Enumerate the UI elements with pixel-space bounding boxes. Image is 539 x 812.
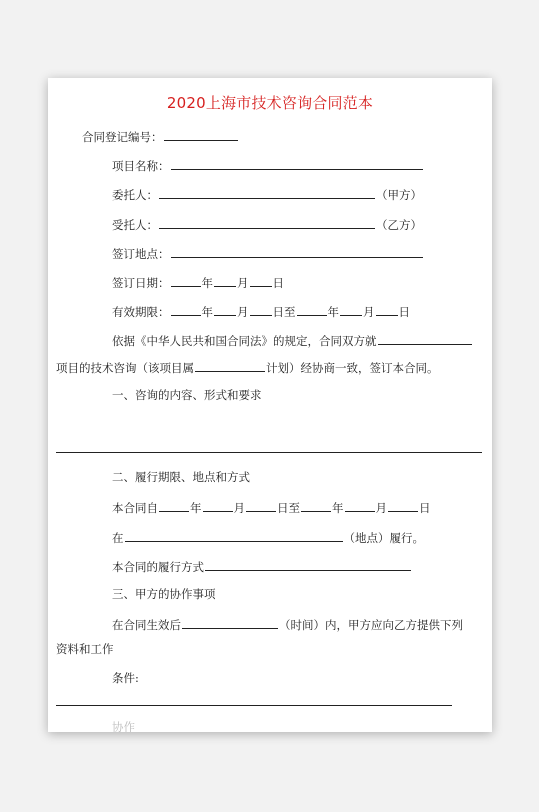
party-b-label: （乙方）	[376, 218, 422, 232]
consultant-line	[112, 216, 422, 232]
time-blank	[182, 616, 278, 629]
plan-blank	[195, 359, 265, 372]
year-blank	[171, 274, 201, 287]
period-day-blank	[246, 499, 276, 512]
year-label: 年	[201, 276, 213, 290]
client-blank	[159, 186, 375, 199]
para1-blank	[378, 332, 472, 345]
validity-end-month-blank	[340, 303, 362, 316]
period-end-month-label: 月	[375, 501, 387, 515]
sign-place-label: 签订地点：	[112, 247, 170, 261]
faded-text: 协作	[112, 720, 135, 732]
period-end-month-blank	[345, 499, 375, 512]
effective-line	[112, 616, 463, 632]
method-label: 本合同的履行方式	[112, 560, 204, 574]
sign-date-label: 签订日期：	[112, 276, 170, 290]
validity-to-label: 日至	[272, 305, 296, 319]
document-title: 2020上海市技术咨询合同范本	[166, 94, 374, 112]
validity-day-blank	[250, 303, 272, 316]
para1-line2-text-a: 项目的技术咨询（该项目属	[56, 361, 194, 375]
effective-line-2: 资料和工作	[56, 642, 114, 656]
day-blank	[250, 274, 272, 287]
validity-end-year-label: 年	[327, 305, 339, 319]
sign-date-line	[112, 274, 284, 290]
period-end-year-blank	[301, 499, 331, 512]
month-label: 月	[237, 276, 249, 290]
period-start-label: 本合同自	[112, 501, 158, 515]
party-a-label: （甲方）	[376, 188, 422, 202]
effective-text-b: （时间）内，甲方应向乙方提供下列	[279, 618, 463, 632]
conditions-rule	[56, 705, 452, 706]
client-line	[112, 186, 422, 202]
validity-line	[112, 303, 410, 319]
method-line	[112, 558, 412, 574]
contract-no-blank	[164, 128, 238, 141]
place-suffix: （地点）履行。	[343, 531, 424, 545]
contract-no-line	[82, 128, 239, 144]
section-3-heading: 三、甲方的协作事项	[112, 587, 216, 601]
month-blank	[214, 274, 236, 287]
period-line	[112, 499, 431, 515]
validity-label: 有效期限：	[112, 305, 170, 319]
para1-line2-text-b: 计划）经协商一致，签订本合同。	[266, 361, 439, 375]
project-name-line	[112, 157, 424, 173]
period-end-year-label: 年	[332, 501, 344, 515]
validity-year-blank	[171, 303, 201, 316]
validity-end-year-blank	[297, 303, 327, 316]
validity-end-month-label: 月	[363, 305, 375, 319]
client-label: 委托人：	[112, 188, 158, 202]
sign-place-line	[112, 245, 424, 261]
period-month-label: 月	[233, 501, 245, 515]
sign-place-blank	[171, 245, 423, 258]
contract-no-label: 合同登记编号：	[82, 130, 163, 144]
section-1-rule	[56, 452, 482, 453]
at-label: 在	[112, 531, 124, 545]
place-blank	[125, 529, 343, 542]
period-year-label: 年	[190, 501, 202, 515]
conditions-label: 条件:	[112, 671, 139, 685]
section-2-heading: 二、履行期限、地点和方式	[112, 470, 250, 484]
para1-line2	[56, 359, 439, 375]
validity-year-label: 年	[201, 305, 213, 319]
validity-month-label: 月	[237, 305, 249, 319]
para1-text: 依据《中华人民共和国合同法》的规定，合同双方就	[112, 334, 377, 348]
day-label: 日	[272, 276, 284, 290]
period-to-label: 日至	[277, 501, 300, 515]
contract-page	[48, 78, 492, 732]
validity-month-blank	[214, 303, 236, 316]
project-name-blank	[171, 157, 423, 170]
consultant-label: 受托人：	[112, 218, 158, 232]
para1-line1	[112, 332, 473, 348]
place-line	[112, 529, 424, 545]
validity-end-day-blank	[376, 303, 398, 316]
method-blank	[205, 558, 411, 571]
period-month-blank	[203, 499, 233, 512]
period-end-day-label: 日	[419, 501, 431, 515]
consultant-blank	[159, 216, 375, 229]
project-name-label: 项目名称：	[112, 159, 170, 173]
effective-text-a: 在合同生效后	[112, 618, 181, 632]
period-year-blank	[159, 499, 189, 512]
period-end-day-blank	[388, 499, 418, 512]
validity-end-day-label: 日	[398, 305, 410, 319]
section-1-heading: 一、咨询的内容、形式和要求	[112, 388, 262, 402]
